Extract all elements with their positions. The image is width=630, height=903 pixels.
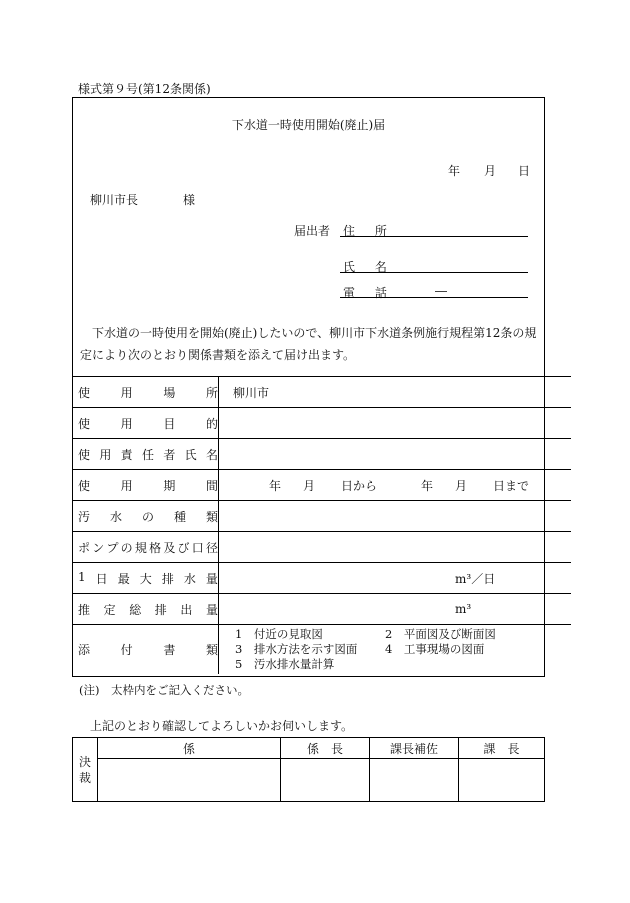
row-label-location — [72, 377, 219, 408]
label-char: プ — [106, 540, 119, 555]
name-field[interactable] — [340, 272, 528, 273]
phone-field[interactable] — [340, 297, 528, 298]
label-char: 使 — [78, 478, 91, 493]
sewage-type-value[interactable] — [219, 501, 572, 532]
label-char: 目 — [163, 416, 176, 431]
period-start-day: 日から — [341, 478, 378, 493]
label-char: 使 — [78, 385, 91, 400]
label-char: 使 — [78, 416, 91, 431]
row-label-max-daily-discharge — [72, 563, 219, 594]
approval-col-manager: 課 長 — [459, 738, 545, 759]
table-row — [72, 563, 571, 594]
label-char: 出 — [180, 602, 193, 617]
approval-col-chief: 係 長 — [281, 738, 370, 759]
approval-col-deputy-manager: 課長補佐 — [370, 738, 459, 759]
period-end-year: 年 — [421, 478, 434, 493]
approval-side-char: 裁 — [78, 770, 91, 785]
phone-separator: ― — [435, 284, 447, 298]
details-table — [72, 376, 571, 674]
max-daily-discharge-value[interactable]: m³／日 — [219, 563, 572, 594]
phone-label: 電 話 — [343, 286, 395, 300]
responsible-person-value[interactable] — [219, 439, 572, 470]
label-char: 用 — [120, 416, 133, 431]
pump-spec-value[interactable] — [219, 532, 572, 563]
period-end-day: 日まで — [493, 478, 530, 493]
row-label-sewage-type — [72, 501, 219, 532]
label-char: 水 — [109, 509, 122, 524]
attachments-list — [219, 625, 572, 675]
label-char: 径 — [205, 540, 218, 555]
label-char: 期 — [163, 478, 176, 493]
label-char: び — [177, 540, 190, 555]
label-char: 及 — [163, 540, 176, 555]
attachment-item: 2 平面図及び断面図 — [385, 627, 496, 641]
row-label-responsible-person — [72, 439, 219, 470]
attachment-item: 1 付近の見取図 — [235, 627, 323, 641]
form-title: 下水道一時使用開始(廃止)届 — [231, 118, 386, 132]
table-row — [72, 501, 571, 532]
label-char: 任 — [141, 447, 154, 462]
row-label-total-discharge — [72, 594, 219, 625]
label-char: 大 — [139, 571, 152, 586]
label-char: 定 — [103, 602, 116, 617]
label-char: 類 — [205, 509, 218, 524]
label-char: 推 — [78, 602, 91, 617]
addressee-name: 柳川市長 — [90, 193, 139, 207]
approval-side-label — [73, 738, 98, 802]
row-label-purpose — [72, 408, 219, 439]
note: (注) 太枠内をご記入ください。 — [79, 683, 249, 697]
label-char: 排 — [154, 602, 167, 617]
period-value[interactable] — [219, 470, 572, 501]
date-month: 月 — [484, 164, 497, 178]
location-value[interactable]: 柳川市 — [219, 377, 572, 408]
label-char: 使 — [78, 447, 91, 462]
table-row — [72, 594, 571, 625]
label-char: 1 — [78, 569, 86, 584]
period-end-month: 月 — [455, 478, 468, 493]
table-row — [72, 408, 571, 439]
approval-stamp-manager[interactable] — [459, 759, 545, 802]
approval-table — [72, 737, 545, 802]
label-char: 口 — [191, 540, 204, 555]
date-day: 日 — [518, 164, 531, 178]
label-char: 総 — [129, 602, 142, 617]
label-char: 水 — [183, 571, 196, 586]
label-char: 責 — [120, 447, 133, 462]
attachment-item: 3 排水方法を示す図面 — [235, 642, 358, 656]
approval-stamp-chief[interactable] — [281, 759, 370, 802]
row-label-attachments — [72, 625, 219, 675]
label-char: ン — [92, 540, 105, 555]
addressee-honorific: 様 — [183, 193, 196, 207]
label-char: 書 — [163, 643, 176, 657]
label-char: ポ — [78, 540, 91, 555]
address-field[interactable] — [340, 236, 528, 237]
approval-stamp-staff[interactable] — [98, 759, 281, 802]
label-char: 格 — [149, 540, 162, 555]
period-start-year: 年 — [269, 478, 282, 493]
form-number: 様式第９号(第12条関係) — [78, 82, 211, 96]
label-char: 添 — [78, 643, 91, 657]
row-label-pump-spec — [72, 532, 219, 563]
label-char: 所 — [205, 385, 218, 400]
label-char: 量 — [205, 602, 218, 617]
table-row — [72, 532, 571, 563]
label-char: 類 — [205, 643, 218, 657]
name-label: 氏 名 — [343, 260, 395, 274]
approval-stamp-deputy-manager[interactable] — [370, 759, 459, 802]
table-row — [72, 377, 571, 408]
address-label: 住 所 — [343, 224, 395, 238]
attachment-item: 4 工事現場の図面 — [385, 642, 485, 656]
label-char: の — [120, 540, 133, 555]
total-discharge-value[interactable]: m³ — [219, 594, 572, 625]
label-char: 日 — [95, 571, 108, 586]
label-char: 排 — [161, 571, 174, 586]
label-char: 規 — [134, 540, 147, 555]
approval-side-char: 決 — [78, 754, 91, 769]
purpose-value[interactable] — [219, 408, 572, 439]
label-char: 汚 — [78, 509, 91, 524]
label-char: 用 — [99, 447, 112, 462]
table-row — [72, 439, 571, 470]
body-text: 下水道の一時使用を開始(廃止)したいので、柳川市下水道条例施行規程第12条の規定により次のとおり関係書類を添えて届け出ます。 — [80, 326, 537, 362]
table-row — [72, 625, 571, 675]
label-char: 種 — [173, 509, 186, 524]
label-char: 用 — [120, 385, 133, 400]
row-label-period — [72, 470, 219, 501]
table-row — [72, 470, 571, 501]
label-char: 場 — [163, 385, 176, 400]
label-char: 最 — [117, 571, 130, 586]
label-char: の — [141, 509, 154, 524]
label-char: 者 — [163, 447, 176, 462]
label-char: 間 — [205, 478, 218, 493]
label-char: 用 — [120, 478, 133, 493]
label-char: 量 — [205, 571, 218, 586]
period-start-month: 月 — [303, 478, 316, 493]
attachment-item: 5 汚水排水量計算 — [235, 657, 335, 671]
approval-col-staff: 係 — [98, 738, 281, 759]
applicant-label: 届出者 — [294, 224, 331, 238]
label-char: 氏 — [184, 447, 197, 462]
label-char: 付 — [120, 643, 133, 657]
date-year: 年 — [448, 164, 461, 178]
label-char: 的 — [205, 416, 218, 431]
confirm-text: 上記のとおり確認してよろしいかお伺いします。 — [90, 719, 354, 733]
label-char: 名 — [205, 447, 218, 462]
